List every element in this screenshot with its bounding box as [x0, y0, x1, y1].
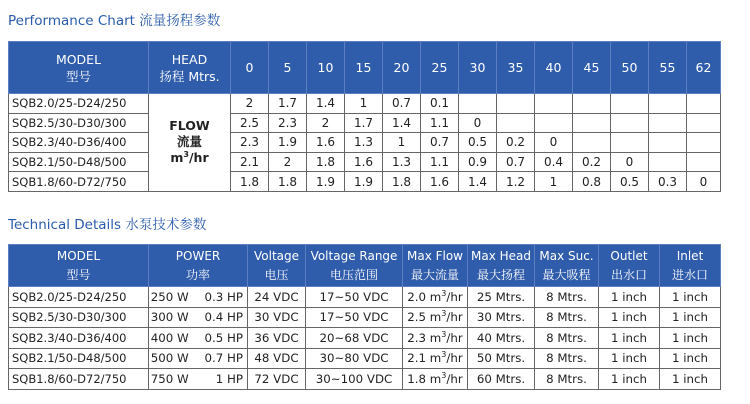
- model-cell: SQB2.1/50-D48/500: [9, 348, 149, 369]
- max-flow-cell: [403, 328, 468, 349]
- head-value-header: 35: [497, 42, 535, 94]
- max-suction-cell: 8 Mtrs.: [535, 287, 599, 308]
- max-flow-unit-sup: 3: [441, 288, 447, 298]
- performance-table: [8, 41, 721, 192]
- max-flow-unit-sup: 3: [441, 350, 447, 360]
- voltage-range-header: [306, 245, 403, 287]
- flow-value-cell: 0.3: [649, 172, 687, 192]
- flow-unit-sup: 3: [183, 150, 189, 160]
- inlet-header: [660, 245, 721, 287]
- head-value-header: 55: [649, 42, 687, 94]
- outlet-header-en: Outlet: [610, 248, 648, 263]
- flow-value-cell: [649, 94, 687, 114]
- flow-value-cell: [573, 94, 611, 114]
- model-cell: SQB2.0/25-D24/250: [9, 287, 149, 308]
- inlet-cell: 1 inch: [660, 328, 721, 349]
- voltage-range-header-en: Voltage Range: [310, 248, 398, 263]
- outlet-cell: 1 inch: [599, 348, 660, 369]
- tech-model-header-en: MODEL: [56, 248, 101, 263]
- voltage-header-cn: 电压: [264, 267, 289, 282]
- model-header: [9, 42, 149, 94]
- flow-value-cell: [649, 152, 687, 172]
- power-header: [149, 245, 248, 287]
- max-flow-unit-tail: /hr: [446, 310, 463, 325]
- flow-value-cell: 0.2: [573, 152, 611, 172]
- max-flow-header-en: Max Flow: [406, 248, 463, 263]
- max-suction-cell: 8 Mtrs.: [535, 369, 599, 390]
- head-value-header: 20: [383, 42, 421, 94]
- performance-chart-title: Performance Chart 流量扬程参数: [8, 13, 221, 29]
- max-head-header-cn: 最大扬程: [476, 267, 525, 282]
- power-watts-cell: 300 W: [149, 307, 191, 328]
- flow-value-cell: 2.3: [269, 113, 307, 133]
- flow-value-cell: 1.9: [307, 172, 345, 192]
- head-header-en: HEAD: [171, 51, 208, 67]
- flow-label-en: FLOW: [169, 118, 210, 134]
- flow-value-cell: 0.7: [497, 152, 535, 172]
- flow-value-cell: 1.6: [421, 172, 459, 192]
- head-value-header: 45: [573, 42, 611, 94]
- voltage-header-en: Voltage: [253, 248, 299, 263]
- technical-header-row: [9, 245, 721, 287]
- max-flow-unit-sup: 3: [441, 329, 447, 339]
- flow-unit-base: m: [170, 150, 184, 166]
- table-row: [9, 113, 721, 133]
- flow-value-cell: 1.6: [307, 133, 345, 153]
- inlet-cell: 1 inch: [660, 369, 721, 390]
- outlet-cell: 1 inch: [599, 328, 660, 349]
- max-suction-header: [535, 245, 599, 287]
- table-row: [9, 133, 721, 153]
- head-value-header: 62: [687, 42, 721, 94]
- max-flow-unit-tail: /hr: [446, 371, 463, 386]
- flow-value-cell: 0.8: [573, 172, 611, 192]
- flow-value-cell: 1.8: [383, 172, 421, 192]
- flow-value-cell: 2.1: [231, 152, 269, 172]
- max-head-cell: 30 Mtrs.: [468, 307, 535, 328]
- table-row: [9, 328, 721, 349]
- voltage-cell: 48 VDC: [248, 348, 306, 369]
- flow-value-cell: 0.5: [611, 172, 649, 192]
- max-head-cell: 50 Mtrs.: [468, 348, 535, 369]
- voltage-cell: 30 VDC: [248, 307, 306, 328]
- head-value-header: 30: [459, 42, 497, 94]
- power-watts-cell: 250 W: [149, 287, 191, 308]
- flow-value-cell: 0: [687, 172, 721, 192]
- model-header-cn: 型号: [65, 68, 91, 84]
- max-flow-cell: [403, 348, 468, 369]
- table-row: [9, 94, 721, 114]
- max-flow-value: 2.5 m: [407, 310, 442, 325]
- power-hp-cell: 0.3 HP: [191, 287, 248, 308]
- flow-value-cell: 0.4: [535, 152, 573, 172]
- flow-value-cell: 2: [307, 113, 345, 133]
- head-header: [149, 42, 231, 94]
- flow-value-cell: 1.4: [459, 172, 497, 192]
- flow-value-cell: 0.9: [459, 152, 497, 172]
- flow-value-cell: 1.8: [269, 172, 307, 192]
- outlet-cell: 1 inch: [599, 307, 660, 328]
- performance-header-row: [9, 42, 721, 94]
- flow-value-cell: [459, 94, 497, 114]
- flow-value-cell: 1.6: [345, 152, 383, 172]
- inlet-cell: 1 inch: [660, 287, 721, 308]
- power-hp-cell: 1 HP: [191, 369, 248, 390]
- head-value-header: 0: [231, 42, 269, 94]
- flow-value-cell: 0.7: [421, 133, 459, 153]
- flow-value-cell: [687, 94, 721, 114]
- model-cell: SQB2.3/40-D36/400: [9, 328, 149, 349]
- flow-value-cell: 2: [269, 152, 307, 172]
- voltage-range-cell: 17~50 VDC: [306, 287, 403, 308]
- flow-value-cell: [573, 133, 611, 153]
- power-header-cn: 功率: [185, 267, 210, 282]
- flow-value-cell: [611, 94, 649, 114]
- outlet-cell: 1 inch: [599, 287, 660, 308]
- head-value-header: 40: [535, 42, 573, 94]
- outlet-cell: 1 inch: [599, 369, 660, 390]
- voltage-header: [248, 245, 306, 287]
- head-value-header: 25: [421, 42, 459, 94]
- max-suction-cell: 8 Mtrs.: [535, 307, 599, 328]
- power-watts-cell: 500 W: [149, 348, 191, 369]
- max-flow-value: 2.0 m: [407, 289, 442, 304]
- max-flow-cell: [403, 287, 468, 308]
- flow-value-cell: 1.9: [345, 172, 383, 192]
- flow-value-cell: 1: [535, 172, 573, 192]
- voltage-range-cell: 30~80 VDC: [306, 348, 403, 369]
- flow-value-cell: [611, 113, 649, 133]
- voltage-cell: 24 VDC: [248, 287, 306, 308]
- flow-value-cell: 1.4: [307, 94, 345, 114]
- max-flow-unit-sup: 3: [441, 370, 447, 380]
- flow-value-cell: [687, 152, 721, 172]
- voltage-range-header-cn: 电压范围: [329, 267, 378, 282]
- max-flow-unit-tail: /hr: [446, 289, 463, 304]
- table-row: [9, 287, 721, 308]
- table-row: [9, 307, 721, 328]
- model-header-en: MODEL: [55, 51, 102, 67]
- max-head-header: [468, 245, 535, 287]
- performance-body: [9, 94, 721, 192]
- tech-model-header: [9, 245, 149, 287]
- flow-value-cell: 2: [231, 94, 269, 114]
- flow-value-cell: 1.7: [269, 94, 307, 114]
- inlet-cell: 1 inch: [660, 348, 721, 369]
- voltage-range-cell: 20~68 VDC: [306, 328, 403, 349]
- model-cell: SQB2.0/25-D24/250: [9, 94, 149, 114]
- head-value-header: 5: [269, 42, 307, 94]
- inlet-header-cn: 进水口: [671, 267, 708, 282]
- inlet-cell: 1 inch: [660, 307, 721, 328]
- max-flow-cell: [403, 369, 468, 390]
- outlet-header: [599, 245, 660, 287]
- max-head-header-en: Max Head: [471, 248, 531, 263]
- max-flow-unit-tail: /hr: [446, 351, 463, 366]
- flow-value-cell: [573, 113, 611, 133]
- table-row: [9, 348, 721, 369]
- model-cell: SQB2.5/30-D30/300: [9, 307, 149, 328]
- flow-value-cell: 1: [383, 133, 421, 153]
- flow-label-cn: 流量: [176, 134, 202, 150]
- max-flow-header: [403, 245, 468, 287]
- head-header-cn: 扬程 Mtrs.: [159, 68, 220, 84]
- flow-value-cell: 0.1: [421, 94, 459, 114]
- model-cell: SQB1.8/60-D72/750: [9, 369, 149, 390]
- power-watts-cell: 750 W: [149, 369, 191, 390]
- outlet-header-cn: 出水口: [610, 267, 647, 282]
- flow-value-cell: [611, 133, 649, 153]
- technical-body: [9, 287, 721, 390]
- voltage-range-cell: 17~50 VDC: [306, 307, 403, 328]
- model-cell: SQB2.5/30-D30/300: [9, 113, 149, 133]
- flow-value-cell: 2.3: [231, 133, 269, 153]
- max-flow-cell: [403, 307, 468, 328]
- flow-value-cell: 1.8: [307, 152, 345, 172]
- max-flow-value: 2.1 m: [407, 351, 442, 366]
- flow-value-cell: 1: [345, 94, 383, 114]
- flow-value-cell: [649, 113, 687, 133]
- max-suction-cell: 8 Mtrs.: [535, 328, 599, 349]
- model-cell: SQB2.1/50-D48/500: [9, 152, 149, 172]
- flow-value-cell: [687, 133, 721, 153]
- table-row: [9, 152, 721, 172]
- flow-unit-tail: /hr: [188, 150, 209, 166]
- head-value-header: 50: [611, 42, 649, 94]
- technical-table: [8, 244, 721, 390]
- head-value-header: 10: [307, 42, 345, 94]
- voltage-cell: 36 VDC: [248, 328, 306, 349]
- max-head-cell: 25 Mtrs.: [468, 287, 535, 308]
- flow-value-cell: 1.9: [269, 133, 307, 153]
- flow-value-cell: 0: [535, 133, 573, 153]
- max-suction-header-cn: 最大吸程: [542, 267, 591, 282]
- max-suction-cell: 8 Mtrs.: [535, 348, 599, 369]
- flow-value-cell: 1.2: [497, 172, 535, 192]
- model-cell: SQB1.8/60-D72/750: [9, 172, 149, 192]
- flow-value-cell: [687, 113, 721, 133]
- table-row: [9, 369, 721, 390]
- flow-value-cell: 1.3: [345, 133, 383, 153]
- inlet-header-en: Inlet: [676, 248, 704, 263]
- max-flow-value: 1.8 m: [407, 371, 442, 386]
- flow-value-cell: 0.5: [459, 133, 497, 153]
- flow-value-cell: 0: [459, 113, 497, 133]
- flow-unit-label: [149, 94, 231, 192]
- power-watts-cell: 400 W: [149, 328, 191, 349]
- flow-value-cell: 1.3: [383, 152, 421, 172]
- tech-model-header-cn: 型号: [66, 267, 91, 282]
- flow-value-cell: [497, 113, 535, 133]
- power-hp-cell: 0.7 HP: [191, 348, 248, 369]
- flow-value-cell: 1.8: [231, 172, 269, 192]
- power-hp-cell: 0.4 HP: [191, 307, 248, 328]
- voltage-cell: 72 VDC: [248, 369, 306, 390]
- power-header-en: POWER: [175, 248, 221, 263]
- flow-value-cell: [535, 94, 573, 114]
- table-row: [9, 172, 721, 192]
- technical-details-title: Technical Details 水泵技术参数: [8, 217, 207, 233]
- flow-value-cell: [535, 113, 573, 133]
- flow-value-cell: [497, 94, 535, 114]
- flow-value-cell: 1.1: [421, 152, 459, 172]
- flow-value-cell: 0: [611, 152, 649, 172]
- max-head-cell: 40 Mtrs.: [468, 328, 535, 349]
- max-flow-unit-sup: 3: [441, 309, 447, 319]
- power-hp-cell: 0.5 HP: [191, 328, 248, 349]
- flow-value-cell: 1.7: [345, 113, 383, 133]
- flow-value-cell: [649, 133, 687, 153]
- max-head-cell: 60 Mtrs.: [468, 369, 535, 390]
- head-value-header: 15: [345, 42, 383, 94]
- model-cell: SQB2.3/40-D36/400: [9, 133, 149, 153]
- max-flow-unit-tail: /hr: [446, 330, 463, 345]
- flow-unit: [149, 150, 230, 166]
- max-flow-header-cn: 最大流量: [410, 267, 459, 282]
- flow-value-cell: 0.7: [383, 94, 421, 114]
- flow-value-cell: 2.5: [231, 113, 269, 133]
- max-flow-value: 2.3 m: [407, 330, 442, 345]
- flow-value-cell: 1.4: [383, 113, 421, 133]
- flow-value-cell: 1.1: [421, 113, 459, 133]
- max-suction-header-en: Max Suc.: [539, 248, 594, 263]
- voltage-range-cell: 30~100 VDC: [306, 369, 403, 390]
- flow-value-cell: 0.2: [497, 133, 535, 153]
